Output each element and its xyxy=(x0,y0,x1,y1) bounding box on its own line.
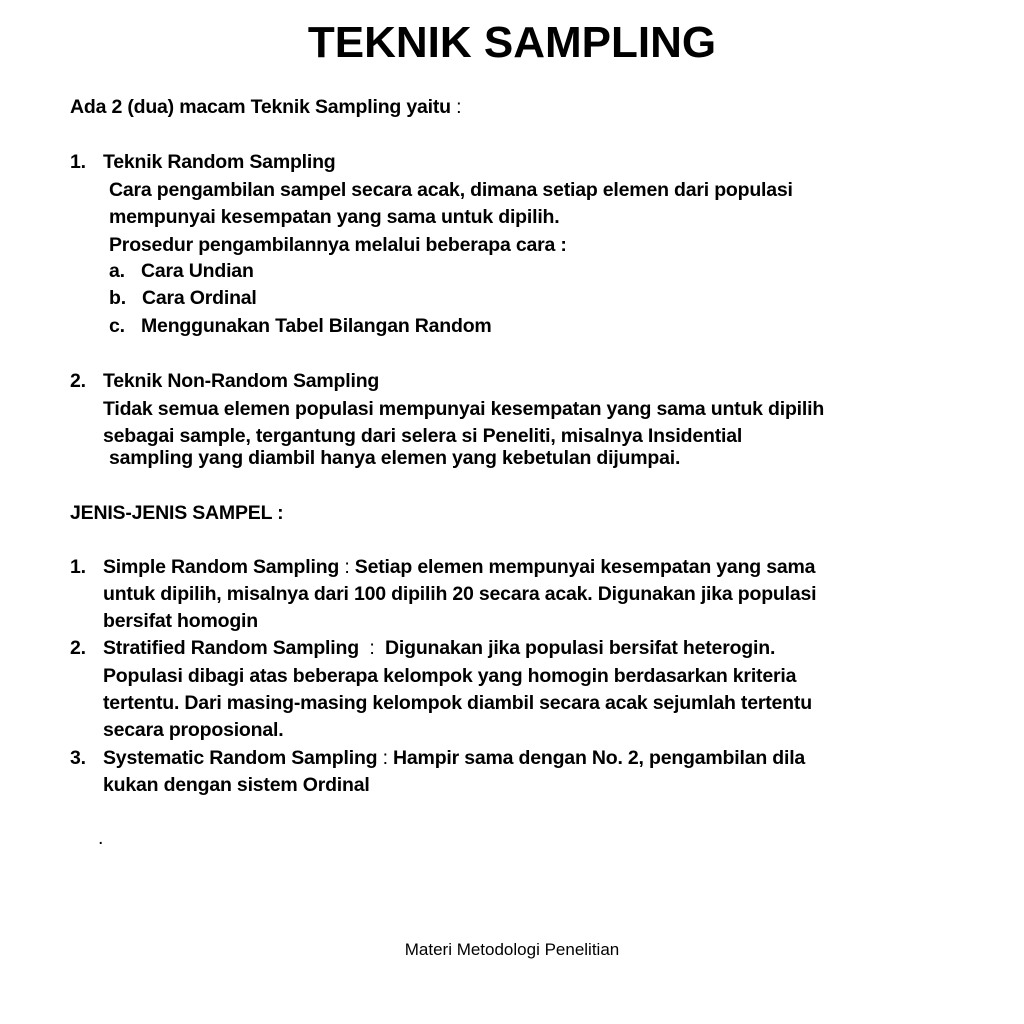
section2-heading: Teknik Non-Random Sampling xyxy=(103,370,380,392)
option-text: Menggunakan Tabel Bilangan Random xyxy=(141,315,492,337)
option-marker: c. xyxy=(109,315,125,337)
intro-line xyxy=(70,95,461,119)
type-number: 3. xyxy=(70,747,86,769)
section1-line: Prosedur pengambilannya melalui beberapa cara : xyxy=(109,234,567,256)
type-name: Systematic Random Sampling xyxy=(103,747,378,769)
option-marker: b. xyxy=(109,287,126,309)
types-heading: JENIS-JENIS SAMPEL : xyxy=(70,502,284,524)
type-desc: Hampir sama dengan No. 2, pengambilan dila xyxy=(393,747,806,769)
type-colon: : xyxy=(339,556,355,578)
type-number: 2. xyxy=(70,637,86,659)
section2-line: sampling yang diambil hanya elemen yang kebetulan dijumpai. xyxy=(109,447,681,469)
section1-line: mempunyai kesempatan yang sama untuk dipilih. xyxy=(109,206,560,228)
type-desc: Digunakan jika populasi bersifat heterogin. xyxy=(385,637,776,659)
option-marker: a. xyxy=(109,260,125,282)
type-name: Simple Random Sampling xyxy=(103,556,340,578)
type-line: untuk dipilih, misalnya dari 100 dipilih 20 secara acak. Digunakan jika populasi xyxy=(103,583,817,605)
type-line xyxy=(103,636,775,660)
type-colon: : xyxy=(358,637,386,659)
section2-number: 2. xyxy=(70,370,86,392)
type-line xyxy=(103,555,815,579)
section1-number: 1. xyxy=(70,151,86,173)
page-title: TEKNIK SAMPLING xyxy=(307,18,717,67)
option-text: Cara Undian xyxy=(141,260,254,282)
type-number: 1. xyxy=(70,556,86,578)
type-line xyxy=(103,746,805,770)
type-line: bersifat homogin xyxy=(103,610,258,632)
section1-heading: Teknik Random Sampling xyxy=(103,151,336,173)
option-text: Cara Ordinal xyxy=(142,287,257,309)
type-desc: Setiap elemen mempunyai kesempatan yang sama xyxy=(354,556,816,578)
type-line: kukan dengan sistem Ordinal xyxy=(103,774,370,796)
section1-line: Cara pengambilan sampel secara acak, dimana setiap elemen dari populasi xyxy=(109,179,793,201)
section2-line: sebagai sample, tergantung dari selera si Peneliti, misalnya Insidential xyxy=(103,425,743,447)
stray-dot: . xyxy=(98,827,104,849)
intro-text: Ada 2 (dua) macam Teknik Sampling yaitu xyxy=(70,96,451,118)
type-colon: : xyxy=(377,747,394,769)
type-name: Stratified Random Sampling xyxy=(103,637,359,659)
type-line: secara proposional. xyxy=(103,719,284,741)
type-line: Populasi dibagi atas beberapa kelompok yang homogin berdasarkan kriteria xyxy=(103,665,797,687)
footer: Materi Metodologi Penelitian xyxy=(404,940,620,959)
type-line: tertentu. Dari masing-masing kelompok diambil secara acak sejumlah tertentu xyxy=(103,692,812,714)
intro-colon: : xyxy=(456,96,462,118)
section2-line: Tidak semua elemen populasi mempunyai kesempatan yang sama untuk dipilih xyxy=(103,398,825,420)
